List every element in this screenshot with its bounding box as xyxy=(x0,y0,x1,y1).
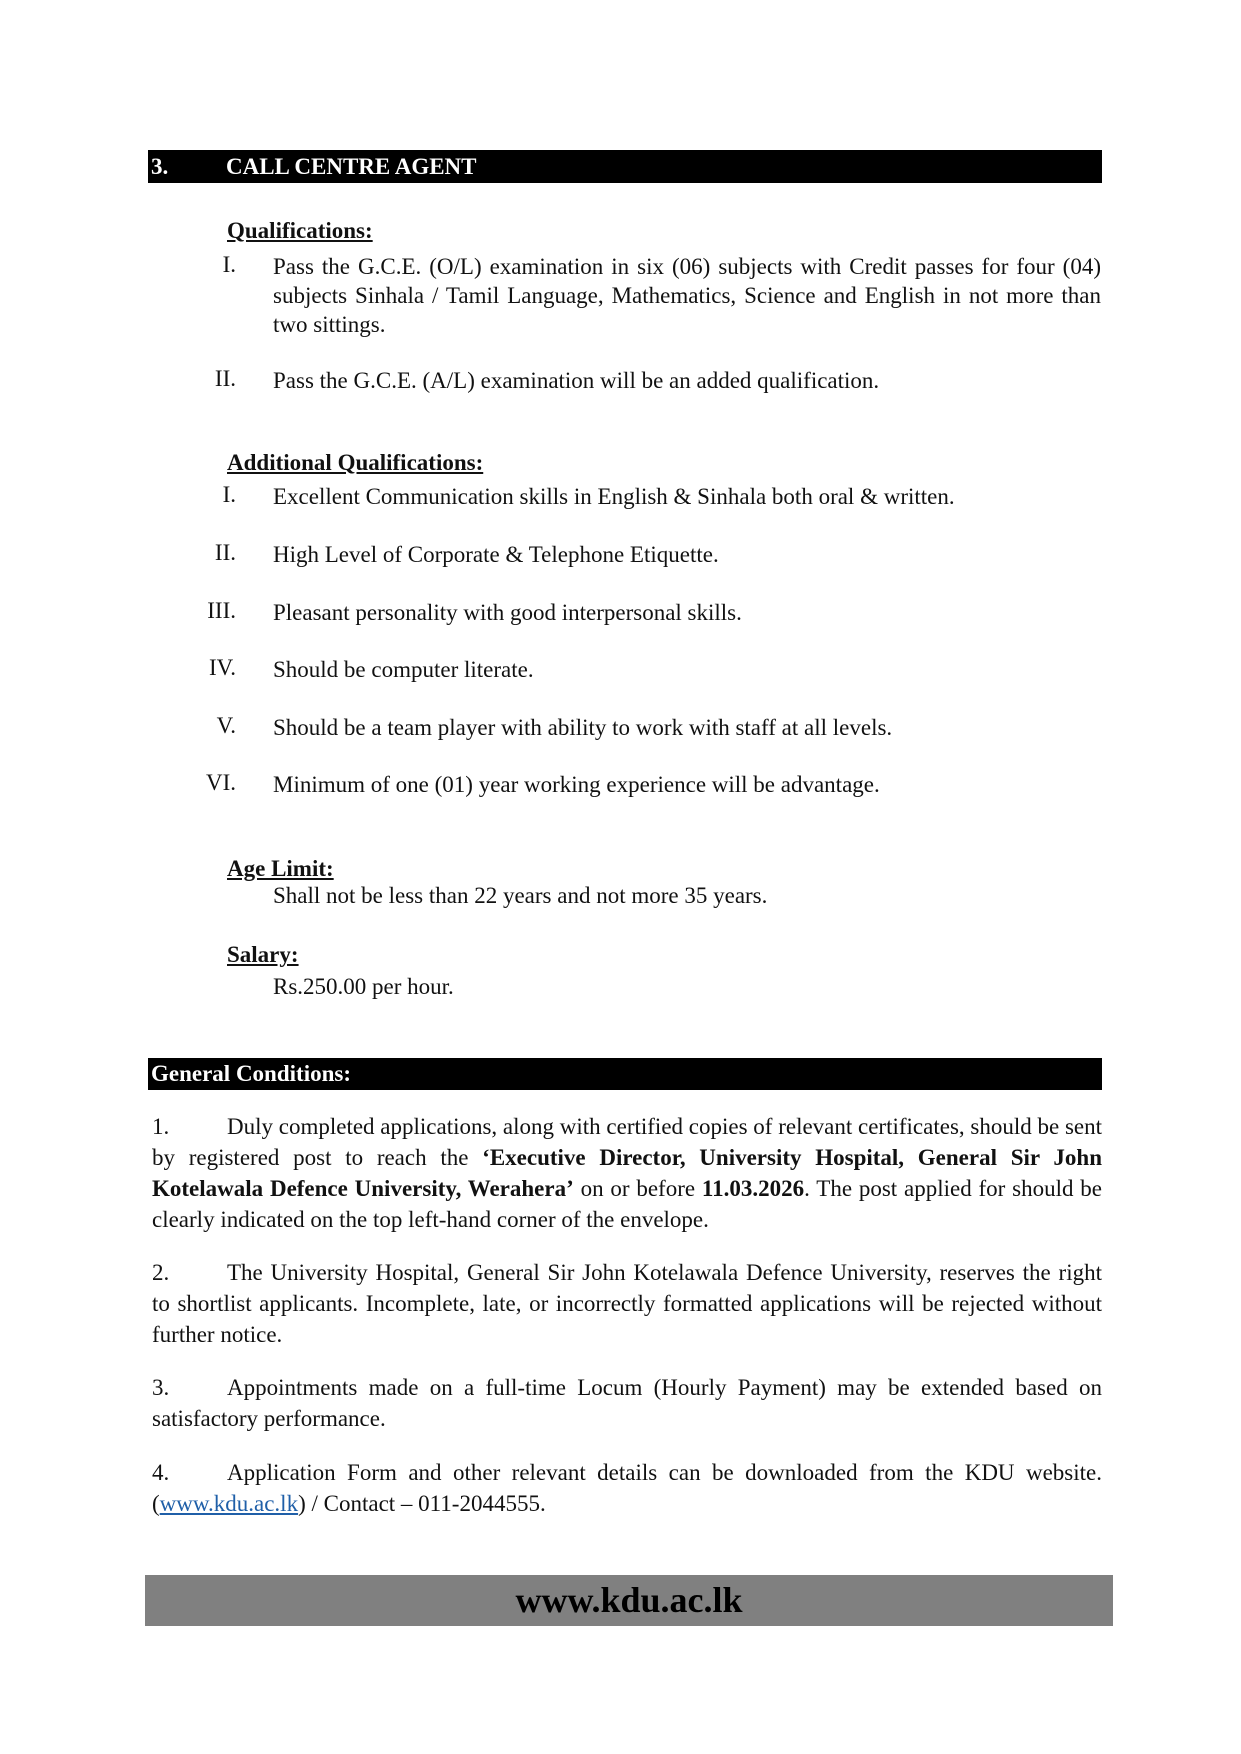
item-text: Excellent Communication skills in English & Sinhala both oral & written. xyxy=(273,484,955,509)
item-text: Pleasant personality with good interpersonal skills. xyxy=(273,600,742,625)
additional-qualifications-heading: Additional Qualifications: xyxy=(227,450,484,475)
qualifications-heading: Qualifications: xyxy=(227,218,373,243)
item-text: Minimum of one (01) year working experience will be advantage. xyxy=(273,772,880,797)
salary-text: Rs.250.00 per hour. xyxy=(273,974,454,999)
post-title: CALL CENTRE AGENT xyxy=(226,154,477,179)
item-number: I. xyxy=(222,252,236,277)
post-number: 3. xyxy=(151,154,169,179)
item-number: VI. xyxy=(205,770,236,795)
deadline-date: 11.03.2026 xyxy=(701,1176,805,1201)
condition-paragraph-4: 4. Application Form and other relevant details can be downloaded from the KDU website. (www.kdu.ac.lk) / Contact – 011-2044555. xyxy=(152,1457,1102,1519)
paragraph-number: 4. xyxy=(152,1460,170,1485)
paragraph-number: 3. xyxy=(152,1375,170,1400)
item-text: High Level of Corporate & Telephone Etiquette. xyxy=(273,542,719,567)
age-limit-heading: Age Limit: xyxy=(227,856,334,881)
salary-heading: Salary: xyxy=(227,942,299,967)
item-text: Should be computer literate. xyxy=(273,657,534,682)
footer-url[interactable]: www.kdu.ac.lk xyxy=(515,1580,743,1620)
item-number: V. xyxy=(216,713,236,738)
item-text: Pass the G.C.E. (A/L) examination will be an added qualification. xyxy=(273,368,880,393)
paragraph-number: 2. xyxy=(152,1260,170,1285)
item-number: I. xyxy=(222,482,236,507)
general-conditions-heading: General Conditions: xyxy=(151,1061,351,1086)
condition-paragraph-2: 2. The University Hospital, General Sir John Kotelawala Defence University, reserves the right to shortlist applicants. Incomplete, late, or incorrectly formatted applications will be rejected without further notice. xyxy=(152,1257,1102,1350)
item-number: II. xyxy=(214,540,236,565)
item-number: III. xyxy=(207,598,236,623)
address-text: ‘Executive Director, University Hospital, General Sir John Kotelawala Defence University, Werahera’ xyxy=(152,1145,1102,1201)
general-conditions-bar xyxy=(148,1058,1102,1090)
item-text: Pass the G.C.E. (O/L) examination in six (06) subjects with Credit passes for four (04) subjects Sinhala / Tamil Language, Mathematics, Science and English in not more than two sittings. xyxy=(273,254,1101,337)
footer-url-banner xyxy=(145,1575,1113,1626)
item-number: IV. xyxy=(208,655,236,680)
post-title-bar xyxy=(148,150,1102,183)
kdu-website-link[interactable]: www.kdu.ac.lk xyxy=(159,1491,299,1516)
item-number: II. xyxy=(214,366,236,391)
item-text: Should be a team player with ability to work with staff at all levels. xyxy=(273,715,893,740)
paragraph-number: 1. xyxy=(152,1114,170,1139)
condition-paragraph-1: 1. Duly completed applications, along with certified copies of relevant certificates, should be sent by registered post to reach the ‘Executive Director, University Hospital, General Sir John Kotelawala Defence University, Werahera’ on or before 11.03.2026. The post applied for should be clearly indicated on the top left-hand corner of the envelope. xyxy=(152,1111,1102,1235)
age-limit-text: Shall not be less than 22 years and not more 35 years. xyxy=(273,883,768,908)
condition-paragraph-3: 3. Appointments made on a full-time Locum (Hourly Payment) may be extended based on satisfactory performance. xyxy=(152,1372,1102,1434)
